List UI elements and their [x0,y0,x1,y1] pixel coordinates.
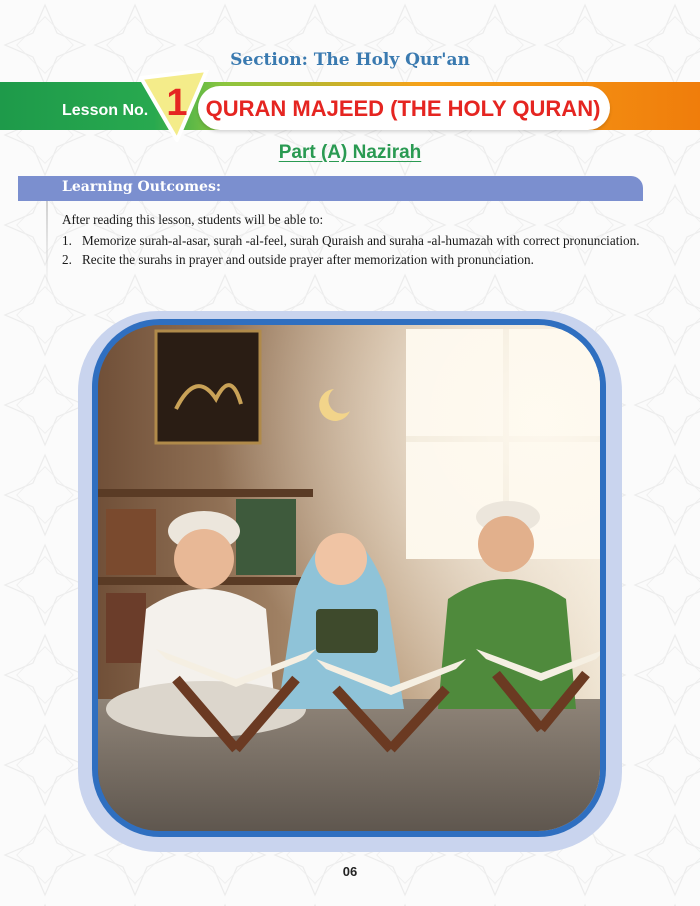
outcomes-intro: After reading this lesson, students will be able to: [62,212,324,227]
outcome-text: Recite the surahs in prayer and outside prayer after memorization with pronunciation. [82,252,534,267]
learning-outcomes-heading: Learning Outcomes: [62,179,222,195]
outcome-divider [46,201,48,293]
lesson-title: QURAN MAJEED (THE HOLY QURAN) [205,96,601,121]
outcome-number: 2. [62,252,72,267]
outcome-item [62,231,640,250]
learning-outcomes-body [62,210,640,269]
page-number: 06 [342,864,358,879]
section-title: Section: The Holy Qur'an [230,50,470,70]
lesson-label: Lesson No. [62,102,149,119]
outcome-text: Memorize surah-al-asar, surah -al-feel, surah Quraish and suraha -al-humazah with correct pronunciation. [82,233,640,248]
outcomes-list [62,231,640,269]
part-title-text: Part (A) Nazirah [278,142,422,163]
lesson-number: 1 [166,82,188,124]
outcome-number: 1. [62,233,72,248]
part-title [0,142,700,164]
outcome-item [62,250,640,269]
children-reading-quran-illustration [76,309,624,854]
